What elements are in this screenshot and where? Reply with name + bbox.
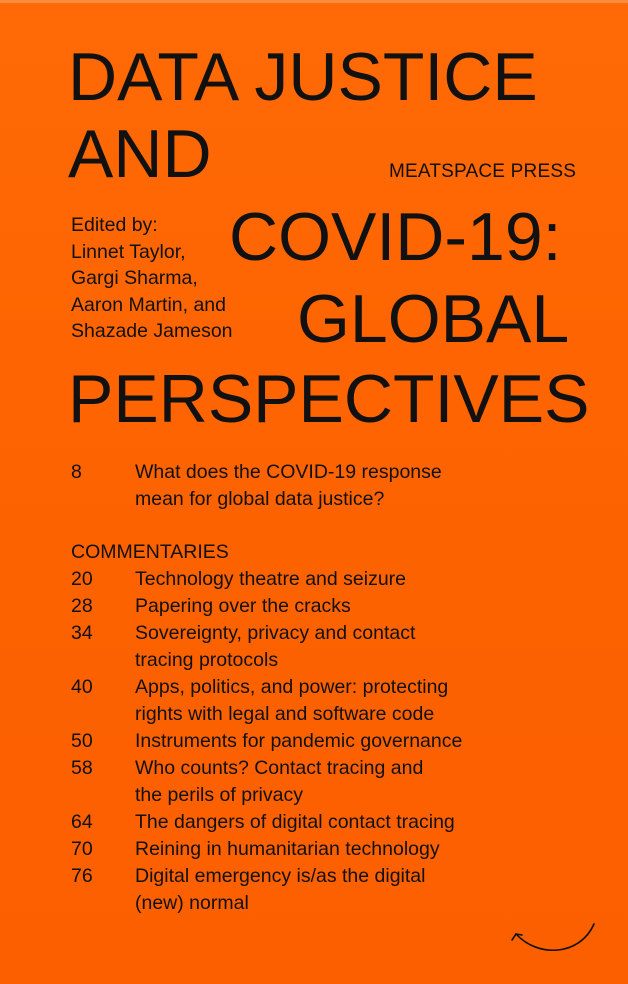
toc-entry-line: Who counts? Contact tracing and	[135, 757, 424, 779]
toc-entry-line: rights with legal and software code	[135, 703, 435, 725]
toc-entry-title	[135, 593, 535, 620]
toc-entry[interactable]	[71, 620, 535, 674]
editor-name: Linnet Taylor,	[71, 240, 186, 263]
toc-entry[interactable]	[71, 836, 535, 863]
toc-entry-title	[135, 566, 535, 593]
toc-entry[interactable]	[71, 593, 535, 620]
toc-entry-line: tracing protocols	[135, 649, 279, 671]
toc-page-number: 50	[71, 730, 93, 752]
toc-entry[interactable]	[71, 674, 535, 728]
toc-entry-line: the perils of privacy	[135, 784, 303, 806]
toc-entry[interactable]	[71, 728, 535, 755]
toc-entry-line: Apps, politics, and power: protecting	[135, 676, 449, 698]
toc-section-heading: COMMENTARIES	[71, 541, 229, 563]
title-line-3: COVID-19:	[229, 199, 562, 275]
toc-entry[interactable]	[71, 863, 535, 917]
publisher-name: MEATSPACE PRESS	[389, 161, 577, 182]
toc-page-number: 70	[71, 838, 93, 860]
cover-top-edge	[0, 0, 628, 3]
toc-entry-line: Technology theatre and seizure	[135, 568, 407, 590]
editors-label: Edited by:	[71, 214, 158, 236]
title-line-2: AND	[68, 116, 212, 192]
toc-entry[interactable]	[71, 566, 535, 593]
title-line-5: PERSPECTIVES	[68, 361, 590, 437]
table-of-contents	[71, 459, 535, 917]
toc-intro-entry[interactable]	[71, 459, 535, 513]
toc-entry-line: Instruments for pandemic governance	[135, 730, 463, 752]
toc-page-number: 28	[71, 595, 93, 617]
toc-entry-title	[135, 755, 535, 809]
toc-page-number: 8	[71, 461, 82, 483]
toc-entry-line: What does the COVID-19 response	[135, 461, 442, 483]
title-line-4: GLOBAL	[297, 281, 570, 357]
toc-entry-line: Reining in humanitarian technology	[135, 838, 440, 860]
toc-entry-title	[135, 620, 535, 674]
toc-entry-line: The dangers of digital contact tracing	[135, 811, 455, 833]
toc-entry[interactable]	[71, 809, 535, 836]
curved-arrow-icon[interactable]	[508, 918, 600, 960]
editor-name: Aaron Martin, and	[71, 293, 227, 316]
toc-entry-title	[135, 459, 535, 513]
toc-entry-line: Sovereignty, privacy and contact	[135, 622, 416, 644]
toc-page-number: 40	[71, 676, 93, 698]
editors-block	[71, 212, 233, 345]
toc-entry-line: (new) normal	[135, 892, 249, 914]
toc-entry-title	[135, 863, 535, 917]
toc-page-number: 58	[71, 757, 93, 779]
editor-name: Gargi Sharma,	[71, 267, 198, 289]
toc-entry-title	[135, 836, 535, 863]
editor-name: Shazade Jameson	[71, 320, 233, 342]
toc-page-number: 64	[71, 811, 93, 833]
toc-page-number: 20	[71, 568, 93, 590]
toc-page-number: 34	[71, 622, 93, 644]
toc-entry-title	[135, 674, 535, 728]
toc-entry-line: mean for global data justice?	[135, 488, 385, 510]
toc-entry[interactable]	[71, 755, 535, 809]
toc-entry-title	[135, 809, 535, 836]
toc-entry-line: Digital emergency is/as the digital	[135, 865, 426, 887]
title-line-1: DATA JUSTICE	[68, 39, 538, 115]
toc-entry-line: Papering over the cracks	[135, 595, 351, 617]
toc-entry-title	[135, 728, 535, 755]
toc-page-number: 76	[71, 865, 93, 887]
